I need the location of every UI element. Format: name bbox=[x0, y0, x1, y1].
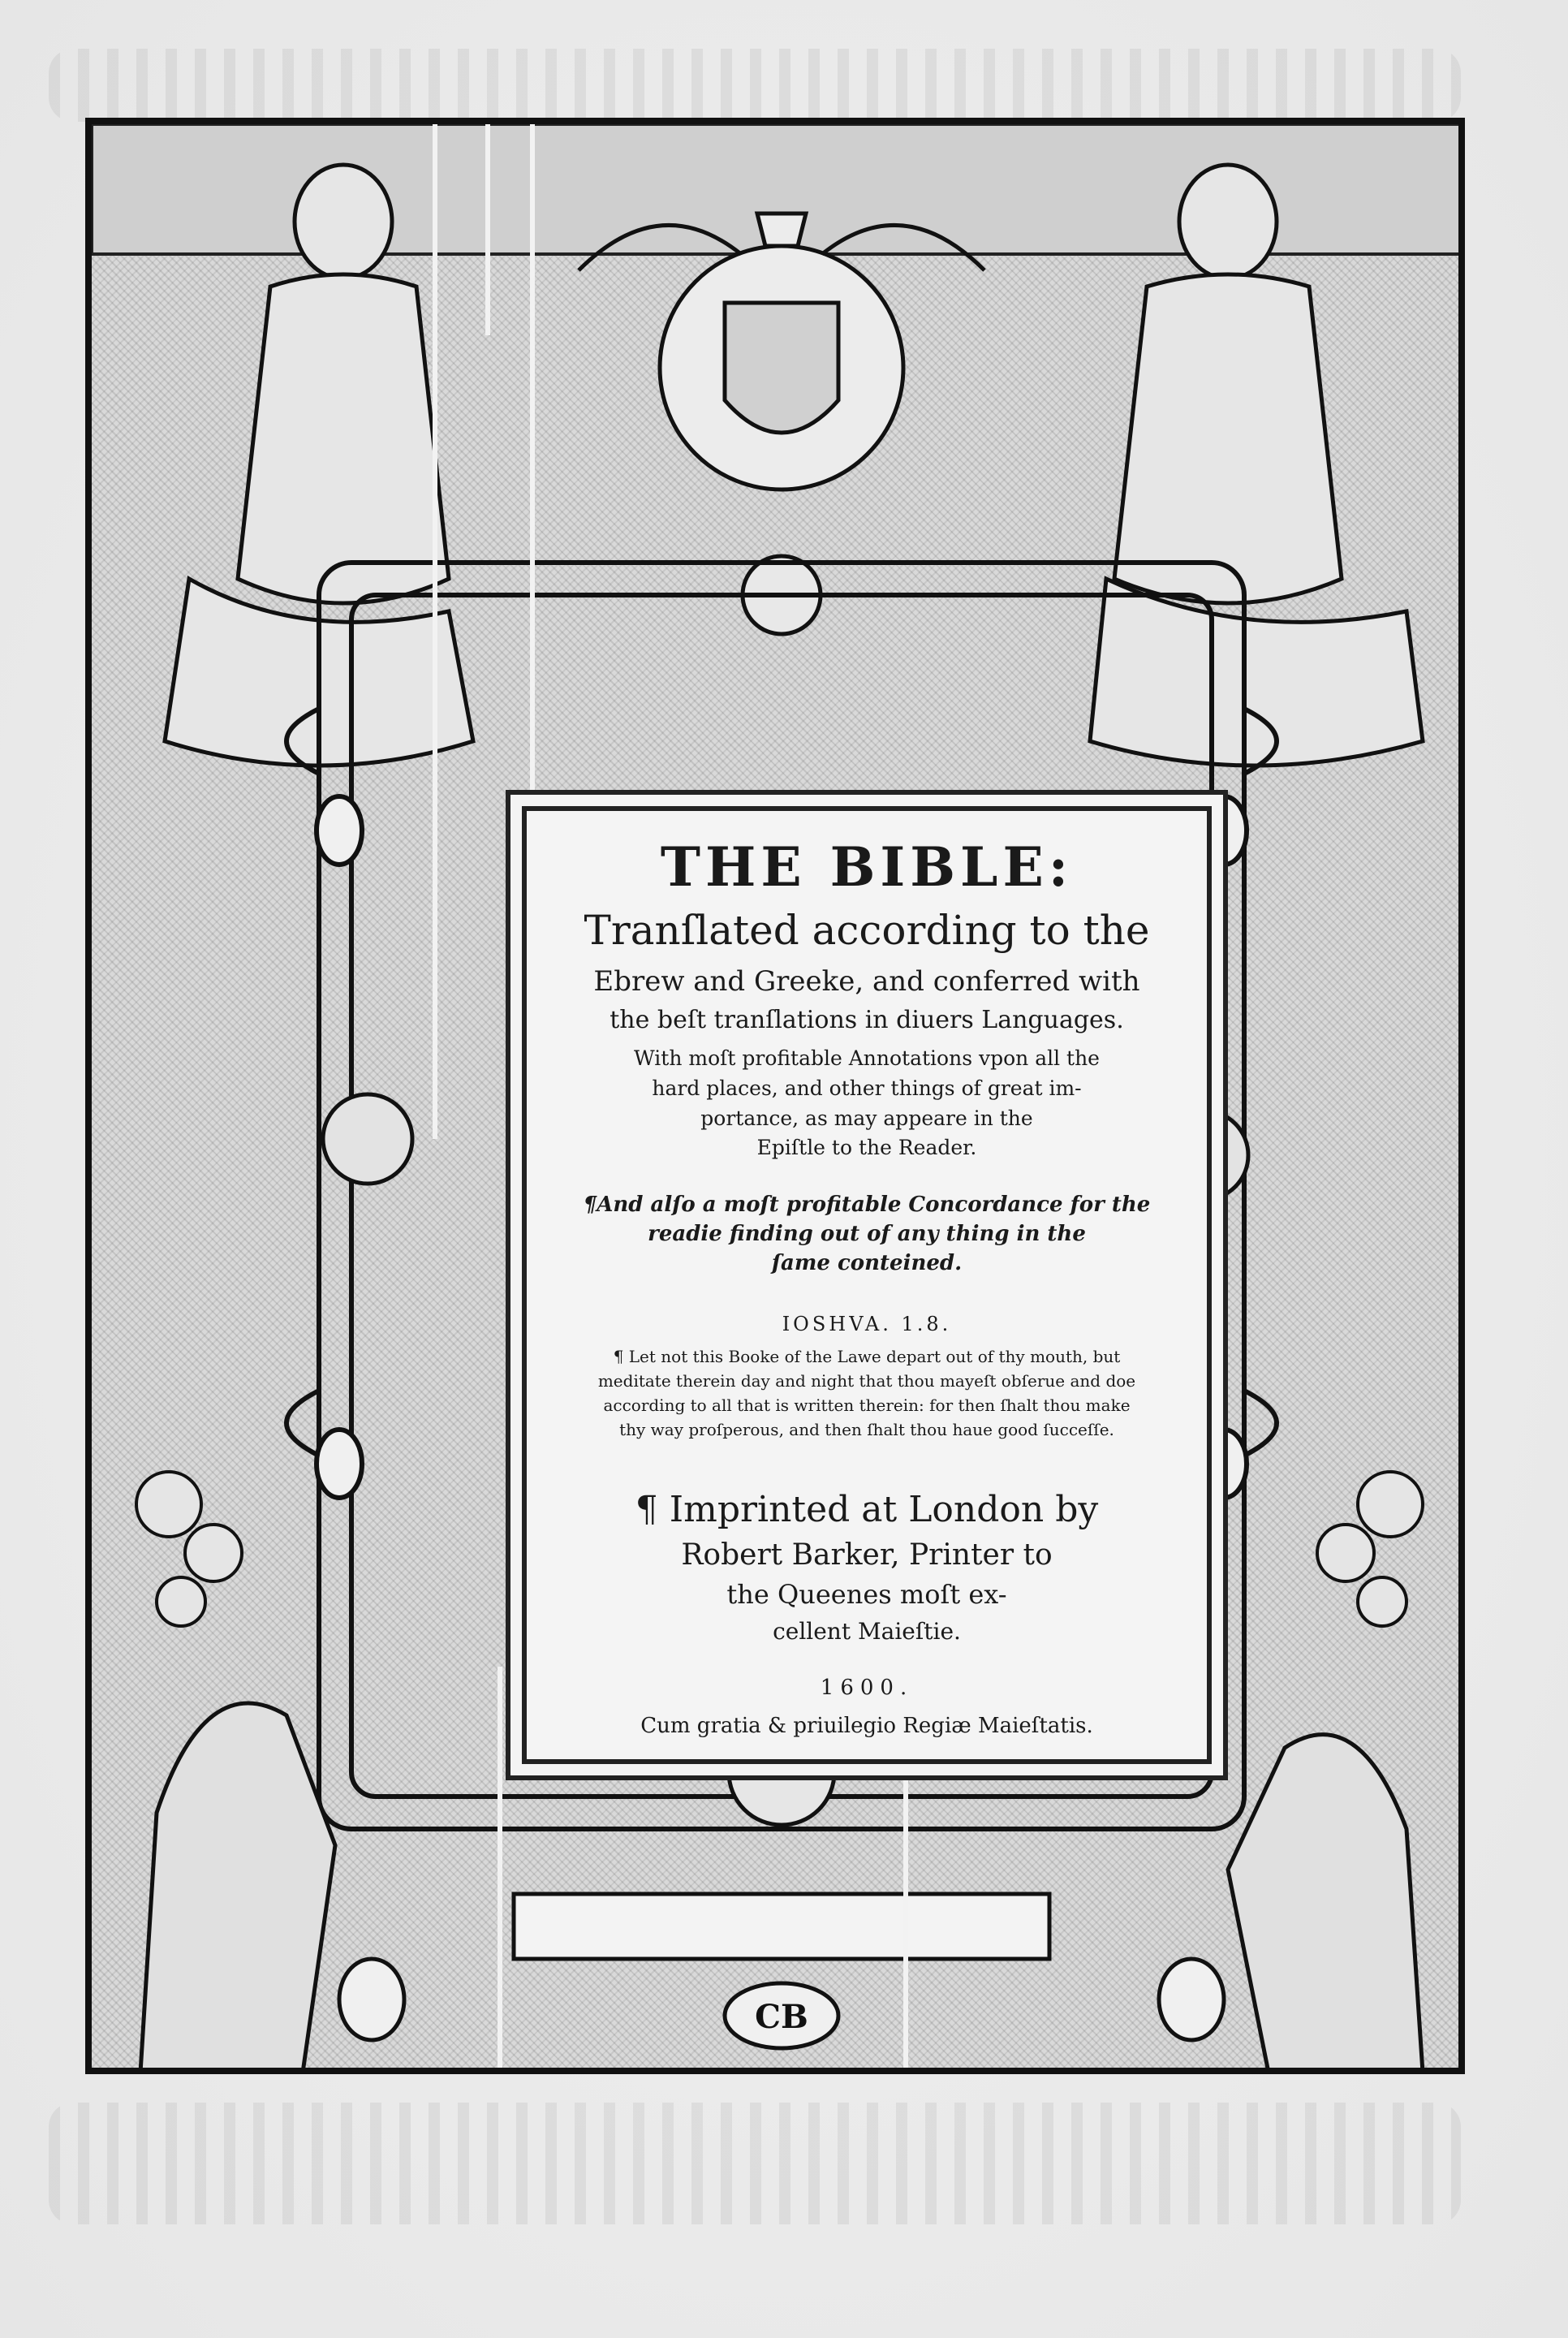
concordance-line: readie finding out of any thing in the bbox=[648, 1222, 1086, 1246]
description-line: With moſt profitable Annotations vpon all the bbox=[634, 1046, 1100, 1070]
description-line: the beſt tranſlations in diuers Languages. bbox=[610, 1006, 1124, 1034]
ghost-ornament-top bbox=[49, 49, 1461, 122]
dragon bbox=[1228, 1735, 1423, 2073]
concordance-line: ¶And alſo a moſt profitable Concordance for the bbox=[583, 1193, 1151, 1217]
concordance-line: ſame conteined. bbox=[771, 1251, 963, 1275]
page-subtitle: Tranſlated according to the bbox=[584, 907, 1150, 954]
imprint-line: ¶ Imprinted at London by bbox=[635, 1489, 1099, 1530]
imprint-line: Robert Barker, Printer to bbox=[681, 1538, 1053, 1572]
paper-tear bbox=[485, 124, 490, 335]
ghost-ornament-bottom bbox=[49, 2103, 1461, 2224]
imprint-line: cellent Maieſtie. bbox=[773, 1618, 961, 1645]
page-title: THE BIBLE: bbox=[660, 835, 1074, 899]
bottom-cartouche bbox=[514, 1894, 1049, 1959]
paper-tear bbox=[433, 124, 437, 1139]
woodcut-border bbox=[85, 118, 1465, 2074]
printer-monogram: CB bbox=[755, 1998, 808, 2036]
title-cartouche bbox=[522, 806, 1212, 1764]
scripture-quote-line: thy way proſperous, and then ſhalt thou haue good ſucceſſe. bbox=[619, 1420, 1114, 1439]
description-line: Epiſtle to the Reader. bbox=[756, 1136, 977, 1159]
scripture-quote-line: according to all that is written therein: for then ſhalt thou make bbox=[603, 1395, 1131, 1415]
description-line: portance, as may appeare in the bbox=[700, 1106, 1033, 1130]
scripture-quote-line: ¶ Let not this Booke of the Lawe depart out of thy mouth, but bbox=[613, 1347, 1121, 1366]
imprint-line: the Queenes moſt ex- bbox=[726, 1579, 1007, 1610]
royal-privilege: Cum gratia & priuilegio Regiæ Maieſtatis. bbox=[640, 1714, 1093, 1738]
description-line: Ebrew and Greeke, and conferred with bbox=[593, 965, 1140, 998]
paper-tear bbox=[498, 1667, 502, 2073]
mask-left bbox=[323, 1094, 412, 1184]
publication-year: 1600. bbox=[820, 1676, 914, 1700]
scripture-reference: IOSHVA. 1.8. bbox=[782, 1313, 952, 1335]
description-line: hard places, and other things of great im- bbox=[652, 1076, 1082, 1100]
scripture-quote-line: meditate therein day and night that thou mayeſt obſerue and doe bbox=[597, 1371, 1136, 1391]
crowned-lion bbox=[140, 1703, 335, 2073]
